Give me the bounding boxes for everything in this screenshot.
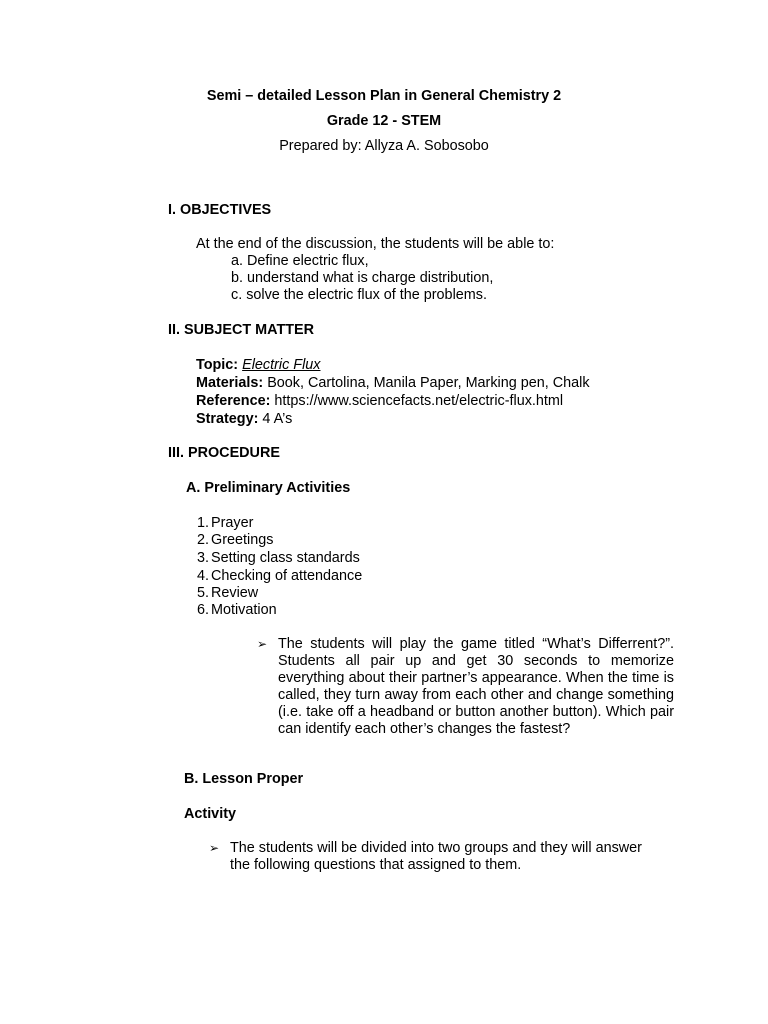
topic-label: Topic: [196, 357, 239, 373]
list-text: Motivation [211, 602, 277, 618]
procedure-heading: III. PROCEDURE [168, 445, 280, 461]
list-text: Review [211, 585, 259, 601]
list-item [197, 515, 253, 532]
strategy-row [196, 411, 292, 428]
materials-value: Book, Cartolina, Manila Paper, Marking pen, Chalk [267, 375, 590, 391]
strategy-label: Strategy: [196, 411, 259, 427]
topic-value: Electric Flux [242, 357, 321, 373]
objectives-heading: I. OBJECTIVES [168, 202, 272, 218]
list-text: Setting class standards [211, 550, 360, 566]
list-number: 5. [197, 585, 210, 601]
arrow-bullet-icon: ➢ [209, 841, 220, 855]
document-title: Semi – detailed Lesson Plan in General Chemistry 2 [206, 88, 562, 104]
preliminary-activities-heading: A. Preliminary Activities [186, 480, 351, 496]
list-item [197, 550, 360, 567]
arrow-bullet-icon: ➢ [257, 637, 268, 651]
reference-value: https://www.sciencefacts.net/electric-flux.html [274, 393, 564, 409]
motivation-description: The students will play the game titled “What’s Differrent?”. Students all pair up and get 30 seconds to memorize everything about their partner’s appearance. When the time is called, they turn away from each other and change something (i.e. take off a headband or button another button). Which pair can identify each other’s changes the fastest? [278, 636, 674, 737]
list-number: 2. [197, 532, 210, 548]
lesson-proper-heading: B. Lesson Proper [184, 771, 304, 787]
subject-matter-heading: II. SUBJECT MATTER [168, 322, 315, 338]
objective-item: c. solve the electric flux of the problems. [231, 287, 487, 303]
objective-item: a. Define electric flux, [231, 253, 369, 269]
materials-label: Materials: [196, 375, 264, 391]
reference-row [196, 393, 563, 410]
list-number: 4. [197, 568, 210, 584]
reference-label: Reference: [196, 393, 271, 409]
grade-label: Grade 12 - STEM [326, 113, 442, 129]
list-item [197, 602, 277, 619]
topic-row [196, 357, 320, 374]
list-item [197, 568, 362, 585]
list-number: 1. [197, 515, 210, 531]
list-text: Prayer [211, 515, 254, 531]
prepared-by: Prepared by: Allyza A. Sobosobo [279, 138, 489, 154]
activity-text-line: the following questions that assigned to them. [230, 857, 522, 873]
activity-heading: Activity [184, 806, 236, 822]
objective-item: b. understand what is charge distribution, [231, 270, 494, 286]
materials-row [196, 375, 590, 392]
strategy-value: 4 A’s [262, 411, 293, 427]
list-number: 6. [197, 602, 210, 618]
list-text: Checking of attendance [211, 568, 363, 584]
list-item [197, 585, 258, 602]
objectives-intro: At the end of the discussion, the students will be able to: [196, 236, 555, 252]
list-item [197, 532, 273, 549]
list-text: Greetings [211, 532, 274, 548]
activity-text-line: The students will be divided into two groups and they will answer [230, 840, 642, 856]
list-number: 3. [197, 550, 210, 566]
